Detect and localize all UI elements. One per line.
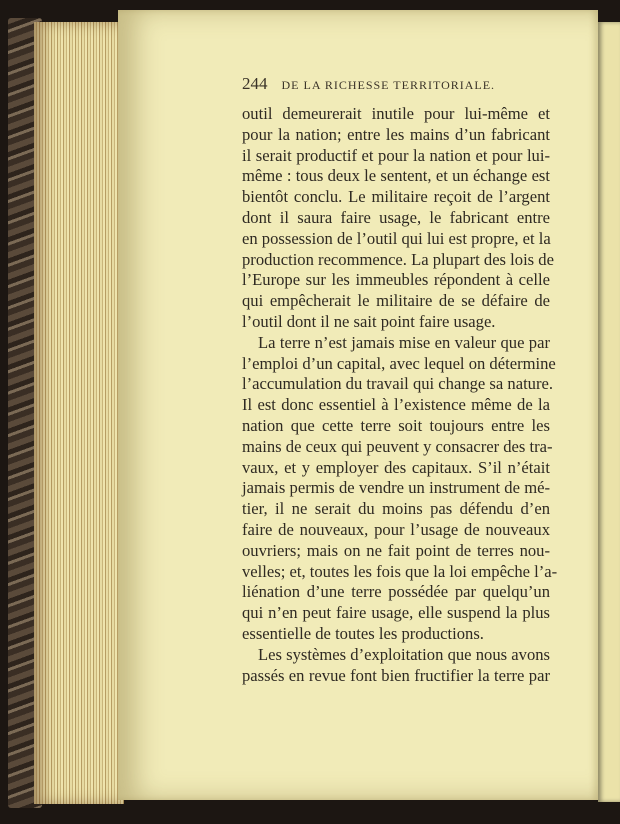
- text-line: l’emploi d’un capital, avec lequel on détermine: [242, 353, 556, 373]
- text-line: La terre n’est jamais mise en valeur que par: [258, 332, 550, 352]
- text-line: Les systèmes d’exploitation que nous avons: [258, 644, 550, 664]
- text-line: pour la nation; entre les mains d’un fabricant: [242, 124, 550, 144]
- text-line: production recommence. La plupart des lois de: [242, 249, 554, 269]
- text-line: l’accumulation du travail qui change sa nature.: [242, 374, 554, 394]
- body-text: [242, 104, 558, 686]
- text-line: nation que cette terre soit toujours entre les: [242, 415, 550, 435]
- text-line: tier, il ne serait du moins pas défendu d’en: [242, 499, 550, 519]
- text-line: liénation d’une terre possédée par quelqu’un: [242, 582, 550, 602]
- text-line: passés en revue font bien fructifier la terre par: [242, 665, 550, 685]
- running-header: [242, 74, 552, 94]
- text-line: outil demeurerait inutile pour lui-même et: [242, 104, 550, 123]
- text-line: l’Europe sur les immeubles répondent à celle: [242, 270, 550, 290]
- text-line: jamais permis de vendre un instrument de mé-: [242, 478, 550, 498]
- text-line: dont il saura faire usage, le fabricant entre: [242, 207, 550, 227]
- text-line: bientôt conclu. Le militaire reçoit de l’argent: [242, 187, 550, 207]
- text-line: vaux, et y employer des capitaux. S’il n’était: [242, 457, 550, 477]
- running-head-title: DE LA RICHESSE TERRITORIALE.: [281, 78, 496, 92]
- text-line: il serait productif et pour la nation et pour lui-: [242, 145, 550, 165]
- text-line: en possession de l’outil qui lui est propre, et la: [242, 228, 551, 248]
- text-line: ouvriers; mais on ne fait point de terres nou-: [242, 540, 550, 560]
- text-line: l’outil dont il ne sait point faire usage.: [242, 311, 496, 331]
- text-line: Il est donc essentiel à l’existence même de la: [242, 395, 550, 415]
- text-line: essentielle de toutes les productions.: [242, 623, 484, 643]
- page-number: 244: [242, 74, 268, 93]
- text-line: qui n’en peut faire usage, elle suspend la plus: [242, 603, 550, 623]
- text-line: qui empêcherait le militaire de se défaire de: [242, 291, 550, 311]
- text-line: même : tous deux le sentent, et un échange est: [242, 166, 550, 186]
- text-line: faire de nouveaux, pour l’usage de nouveaux: [242, 519, 550, 539]
- facing-page-edge: [598, 22, 620, 802]
- page-edges: [34, 22, 124, 804]
- text-line: velles; et, toutes les fois que la loi empêche l’a-: [242, 561, 558, 581]
- text-line: mains de ceux qui peuvent y consacrer des tra-: [242, 436, 553, 456]
